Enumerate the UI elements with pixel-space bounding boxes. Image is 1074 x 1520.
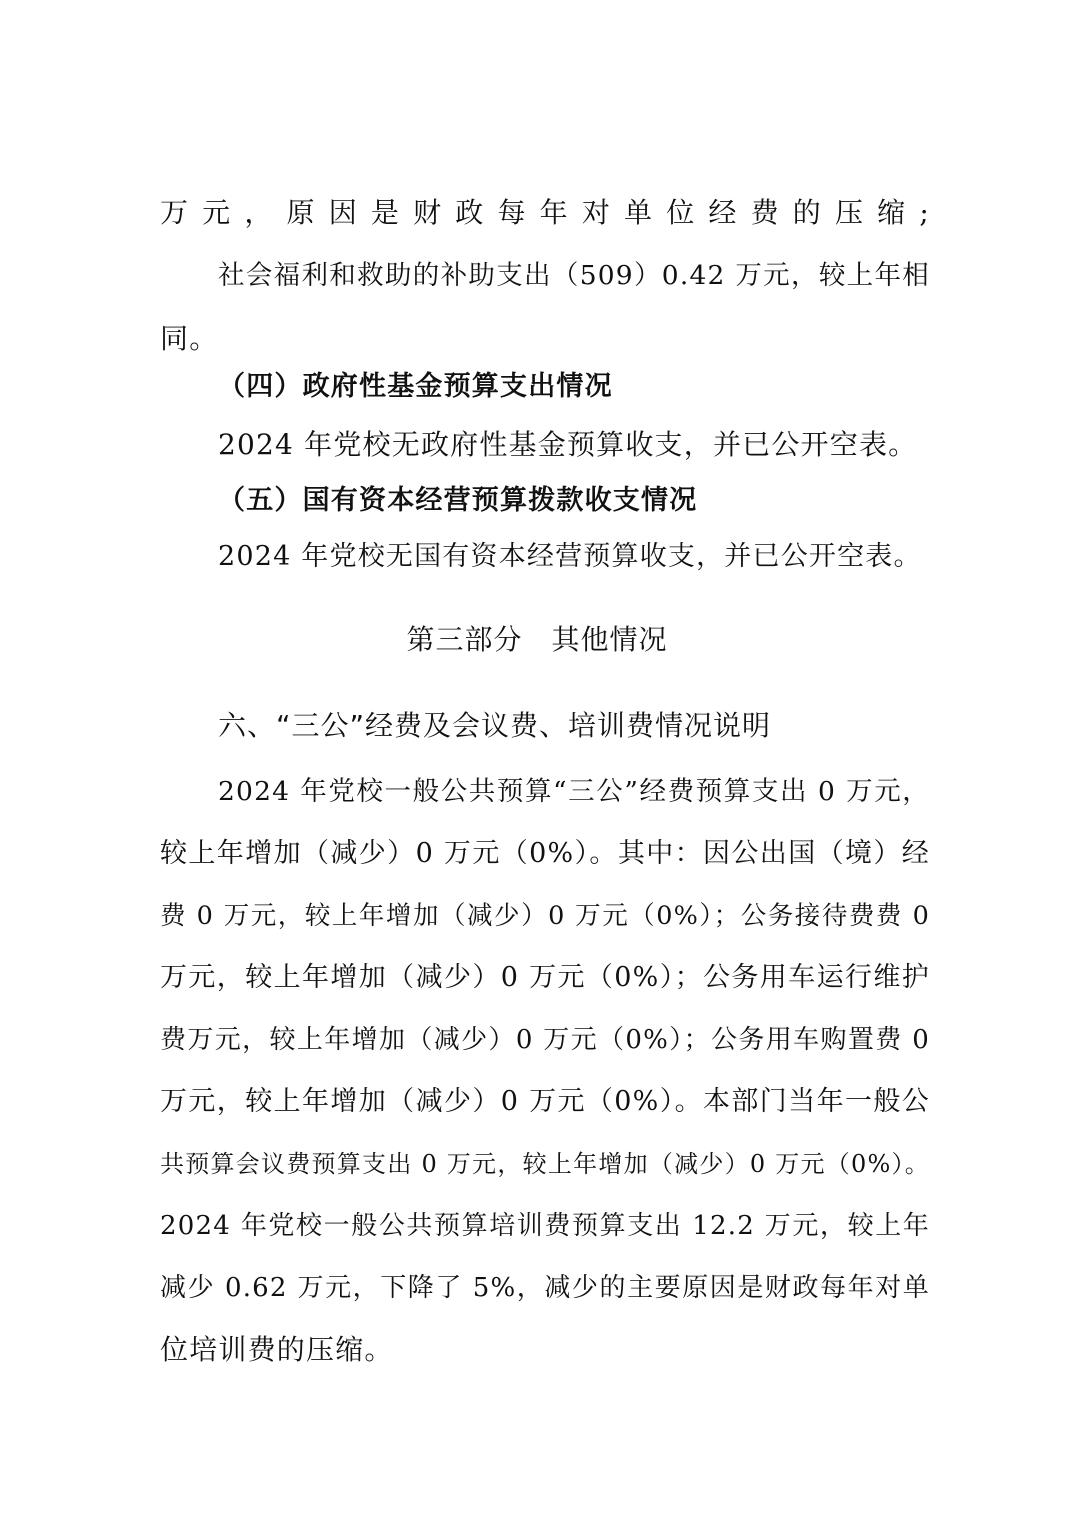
section-heading: 六、“三公”经费及会议费、培训费情况说明 <box>218 709 772 742</box>
body-text-line: 2024 年党校无国有资本经营预算收支，并已公开空表。 <box>218 541 922 572</box>
body-text-line: 费 0 万元，较上年增加（减少）0 万元（0%）；公务接待费费 0 <box>160 901 930 931</box>
body-text-line: 同。 <box>160 322 219 355</box>
body-text-line: 共预算会议费预算支出 0 万元，较上年增加（减少）0 万元（0%）。 <box>160 1150 930 1178</box>
body-text-line: 费万元，较上年增加（减少）0 万元（0%）；公务用车购置费 0 <box>160 1025 930 1055</box>
body-text-line: 2024 年党校一般公共预算“三公”经费预算支出 0 万元， <box>218 776 930 807</box>
body-text-line: 万元，较上年增加（减少）0 万元（0%）。本部门当年一般公 <box>160 1086 930 1117</box>
body-text-line: 减少 0.62 万元，下降了 5%，减少的主要原因是财政每年对单 <box>160 1273 930 1303</box>
body-text-line: 万元，较上年增加（减少）0 万元（0%）；公务用车运行维护 <box>160 962 930 993</box>
body-text-line: 较上年增加（减少）0 万元（0%）。其中：因公出国（境）经 <box>160 838 930 869</box>
body-text-line: 2024 年党校一般公共预算培训费预算支出 12.2 万元，较上年 <box>160 1211 930 1241</box>
body-text-line: 社会福利和救助的补助支出（509）0.42 万元，较上年相 <box>218 260 930 291</box>
part-title: 第三部分 其他情况 <box>406 623 668 656</box>
subsection-heading: （四）政府性基金预算支出情况 <box>218 371 613 402</box>
body-text-line: 2024 年党校无政府性基金预算收支，并已公开空表。 <box>218 428 918 461</box>
body-text-line: 万元，原因是财政每年对单位经费的压缩; <box>160 196 930 229</box>
body-text-line: 位培训费的压缩。 <box>160 1333 394 1366</box>
subsection-heading: （五）国有资本经营预算拨款收支情况 <box>218 485 698 516</box>
